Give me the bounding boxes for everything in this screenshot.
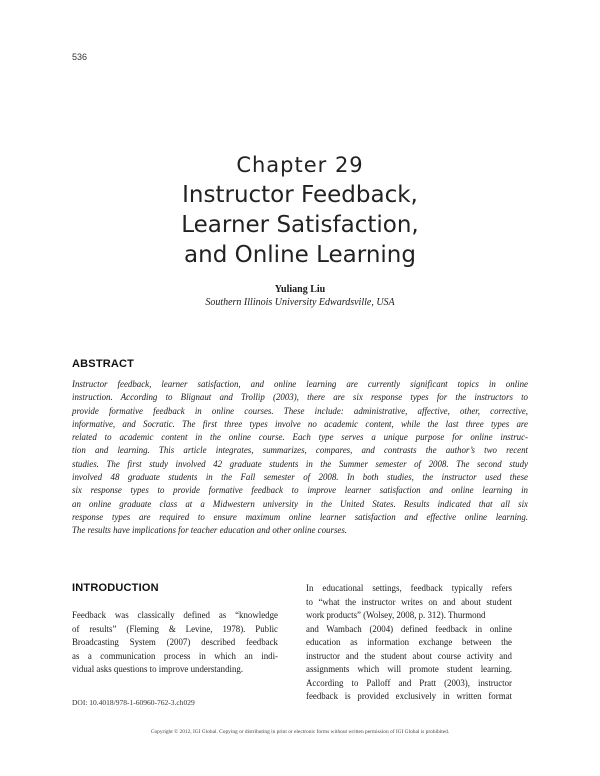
body-line: of results” (Fleming & Levine, 1978). Public — [72, 623, 278, 634]
introduction-right-column — [306, 582, 512, 704]
abstract-body — [72, 378, 528, 538]
abstract-line: related to academic content in the online course. Each type serves a unique purpose for online instruc- — [72, 432, 528, 443]
abstract-line: six response types to provide formative feedback to improve learner satisfaction and online learning in — [72, 485, 528, 496]
body-line: In educational settings, feedback typically refers — [306, 583, 512, 593]
abstract-line: The results have implications for teacher education and other online courses. — [72, 525, 348, 536]
doi: DOI: 10.4018/978-1-60960-762-3.ch029 — [72, 698, 195, 707]
abstract-heading: ABSTRACT — [72, 358, 135, 370]
body-line: According to Palloff and Pratt (2003), instructor — [306, 677, 512, 688]
abstract-line: involved 48 graduate students in the Fall semester of 2008. In both studies, the instructor used these — [72, 472, 528, 483]
body-line: feedback is provided exclusively in written format — [306, 691, 512, 701]
body-line: instructor and the student about course activity and — [306, 650, 512, 661]
chapter-title — [0, 180, 600, 270]
abstract-line: provide formative feedback in online courses. These include: administrative, affective, other, corrective, — [72, 405, 528, 416]
introduction-left-column — [72, 609, 278, 677]
body-line: Broadcasting System (2007) described feedback — [72, 637, 278, 647]
author-name: Yuliang Liu — [274, 284, 326, 295]
abstract-line: studies. The first study involved 42 graduate students in the Summer semester of 2008. The second study — [72, 458, 528, 469]
abstract-line: informative, and Socratic. The first three types involve no academic content, while the last three types are — [72, 418, 528, 429]
chapter-title-line: and Online Learning — [184, 242, 416, 268]
body-line: vidual asks questions to improve understanding. — [72, 664, 244, 674]
abstract-line: tion and learning. This article integrates, summarizes, compares, and contrasts the author’s two recent — [72, 445, 528, 456]
body-line: work products” (Wolsey, 2008, p. 312). Thurmond — [306, 610, 486, 620]
abstract-line: an online graduate class at a Midwestern university in the United States. Results indicated that all six — [72, 498, 528, 509]
body-line: and Wambach (2004) defined feedback in online — [306, 623, 512, 634]
body-line: education as information exchange between the — [306, 637, 512, 647]
copyright-notice: Copyright © 2012, IGI Global. Copying or distributing in print or electronic forms without written permission of IGI Global is prohibited. — [150, 729, 450, 735]
chapter-label: Chapter 29 — [236, 153, 364, 177]
abstract-line: Instructor feedback, learner satisfaction, and online learning are currently significant topics in online — [72, 379, 528, 389]
body-line: assignments which will promote student learning. — [306, 664, 512, 674]
body-line: as a communication process in which an indi- — [72, 650, 278, 661]
body-line: to “what the instructor writes on and about student — [306, 596, 512, 607]
abstract-line: instruction. According to Blignaut and Trollip (2003), there are six response types for the instructors to — [72, 392, 528, 403]
author-affiliation: Southern Illinois University Edwardsville, USA — [205, 297, 395, 308]
abstract-line: response types are required to ensure maximum online learner satisfaction and effective online learning. — [72, 511, 528, 522]
page-number: 536 — [72, 52, 88, 62]
chapter-title-line: Instructor Feedback, — [182, 182, 418, 208]
introduction-heading: INTRODUCTION — [72, 582, 159, 594]
chapter-title-line: Learner Satisfaction, — [181, 212, 419, 238]
body-line: Feedback was classically defined as “knowledge — [72, 610, 278, 620]
